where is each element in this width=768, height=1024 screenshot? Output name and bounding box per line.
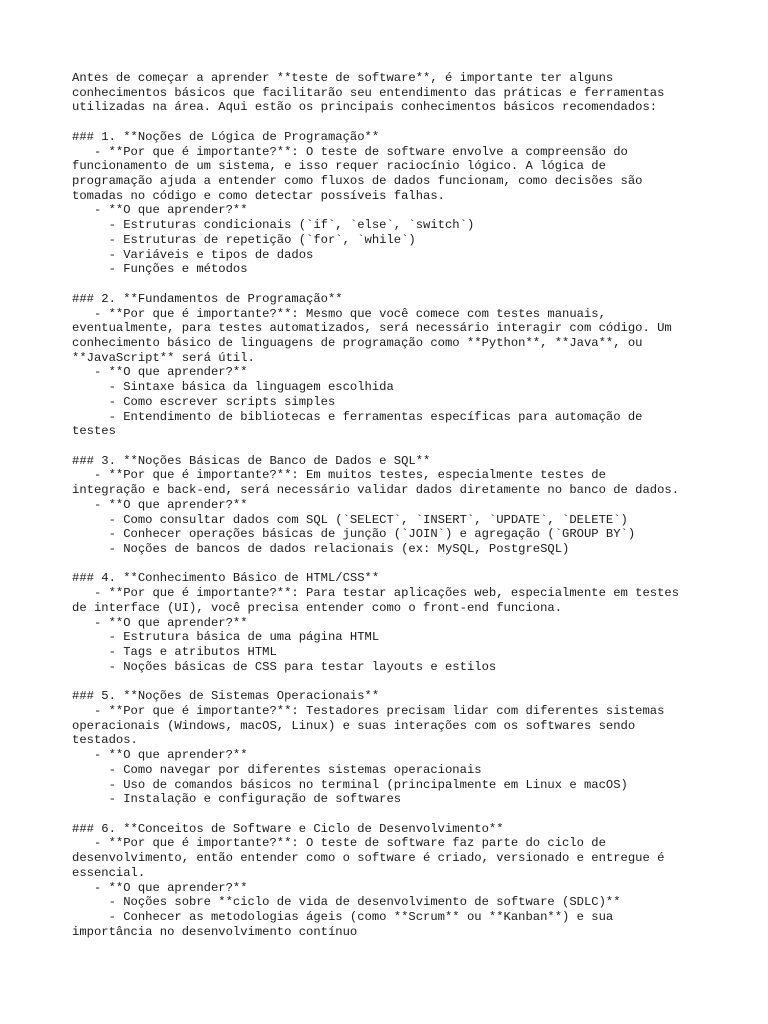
section-6-line: desenvolvimento, então entender como o software é criado, versionado e entregue é xyxy=(72,851,665,866)
section-6-line: - Conhecer as metodologias ágeis (como **Scrum** ou **Kanban**) e sua xyxy=(72,909,614,924)
section-1-heading: ### 1. **Noções de Lógica de Programação** xyxy=(72,129,380,144)
blank-line xyxy=(72,115,712,130)
intro-line: Antes de começar a aprender **teste de software**, é importante ter alguns xyxy=(72,71,614,85)
section-3-line: - Noções de bancos de dados relacionais (ex: MySQL, PostgreSQL) xyxy=(72,542,570,556)
section-1-line: - Funções e métodos xyxy=(72,262,248,277)
section-3-line: integração e back-end, será necessário validar dados diretamente no banco de dados. xyxy=(72,483,680,498)
section-1-line: funcionamento de um sistema, e isso requer raciocínio lógico. A lógica de xyxy=(72,159,606,174)
section-5-line: - Uso de comandos básicos no terminal (principalmente em Linux e macOS) xyxy=(72,777,628,792)
section-5-heading: ### 5. **Noções de Sistemas Operacionais** xyxy=(72,689,380,704)
blank-line xyxy=(72,277,712,292)
blank-line xyxy=(72,807,712,822)
section-6-line: - Noções sobre **ciclo de vida de desenvolvimento de software (SDLC)** xyxy=(72,895,621,910)
intro-line: utilizadas na área. Aqui estão os principais conhecimentos básicos recomendados: xyxy=(72,100,658,115)
section-5-line: testados. xyxy=(72,733,138,748)
section-4-line: - **O que aprender?** xyxy=(72,615,248,630)
section-4-line: - Estrutura básica de uma página HTML xyxy=(72,630,380,645)
section-4-line: - **Por que é importante?**: Para testar aplicações web, especialmente em testes xyxy=(72,586,680,601)
section-5-line: - Como navegar por diferentes sistemas operacionais xyxy=(72,762,482,777)
section-2-line: - Sintaxe básica da linguagem escolhida xyxy=(72,380,394,395)
section-2-line: conhecimento básico de linguagens de programação como **Python**, **Java**, ou xyxy=(72,335,643,350)
section-5-line: - Instalação e configuração de softwares xyxy=(72,792,402,807)
section-3-line: - **O que aprender?** xyxy=(72,497,248,512)
section-1-line: - **O que aprender?** xyxy=(72,203,248,218)
section-5-line: - **O que aprender?** xyxy=(72,748,248,763)
blank-line xyxy=(72,674,712,689)
section-3-heading: ### 3. **Noções Básicas de Banco de Dados e SQL** xyxy=(72,453,431,468)
blank-line xyxy=(72,557,712,572)
blank-line xyxy=(72,439,712,454)
section-1-line: tomadas no código e como detectar possíveis falhas. xyxy=(72,188,445,203)
section-2-line: - Como escrever scripts simples xyxy=(72,394,336,409)
section-6-line: essencial. xyxy=(72,865,146,880)
section-3-line: - **Por que é importante?**: Em muitos testes, especialmente testes de xyxy=(72,468,606,483)
section-2-heading: ### 2. **Fundamentos de Programação** xyxy=(72,291,343,306)
section-2-line: - **Por que é importante?**: Mesmo que você comece com testes manuais, xyxy=(72,306,606,321)
section-2-line: - Entendimento de bibliotecas e ferramentas específicas para automação de xyxy=(72,409,643,424)
section-2-line: testes xyxy=(72,424,116,439)
section-6-line: importância no desenvolvimento contínuo xyxy=(72,924,358,939)
section-3-line: - Conhecer operações básicas de junção (`JOIN`) e agregação (`GROUP BY`) xyxy=(72,527,636,542)
section-5-line: operacionais (Windows, macOS, Linux) e suas interações com os softwares sendo xyxy=(72,718,636,733)
section-1-line: - Variáveis e tipos de dados xyxy=(72,247,314,262)
document-page xyxy=(72,71,712,939)
section-2-line: - **O que aprender?** xyxy=(72,365,248,380)
section-5-line: - **Por que é importante?**: Testadores precisam lidar com diferentes sistemas xyxy=(72,703,665,718)
section-2-line: **JavaScript** será útil. xyxy=(72,350,255,365)
section-1-line: - Estruturas condicionais (`if`, `else`, `switch`) xyxy=(72,218,475,233)
intro-line: conhecimentos básicos que facilitarão seu entendimento das práticas e ferramentas xyxy=(72,85,665,100)
section-4-line: - Tags e atributos HTML xyxy=(72,645,277,660)
section-4-heading: ### 4. **Conhecimento Básico de HTML/CSS** xyxy=(72,571,380,586)
section-4-line: de interface (UI), você precisa entender como o front-end funciona. xyxy=(72,600,563,615)
section-6-heading: ### 6. **Conceitos de Software e Ciclo de Desenvolvimento** xyxy=(72,821,504,836)
section-4-line: - Noções básicas de CSS para testar layouts e estilos xyxy=(72,659,497,674)
section-1-line: - **Por que é importante?**: O teste de software envolve a compreensão do xyxy=(72,144,628,159)
section-3-line: - Como consultar dados com SQL (`SELECT`, `INSERT`, `UPDATE`, `DELETE`) xyxy=(72,512,628,527)
section-1-line: programação ajuda a entender como fluxos de dados funcionam, como decisões são xyxy=(72,174,643,189)
section-2-line: eventualmente, para testes automatizados, será necessário interagir com código. Um xyxy=(72,321,672,336)
section-1-line: - Estruturas de repetição (`for`, `while`) xyxy=(72,232,416,247)
section-6-line: - **O que aprender?** xyxy=(72,880,248,895)
section-6-line: - **Por que é importante?**: O teste de software faz parte do ciclo de xyxy=(72,836,606,851)
